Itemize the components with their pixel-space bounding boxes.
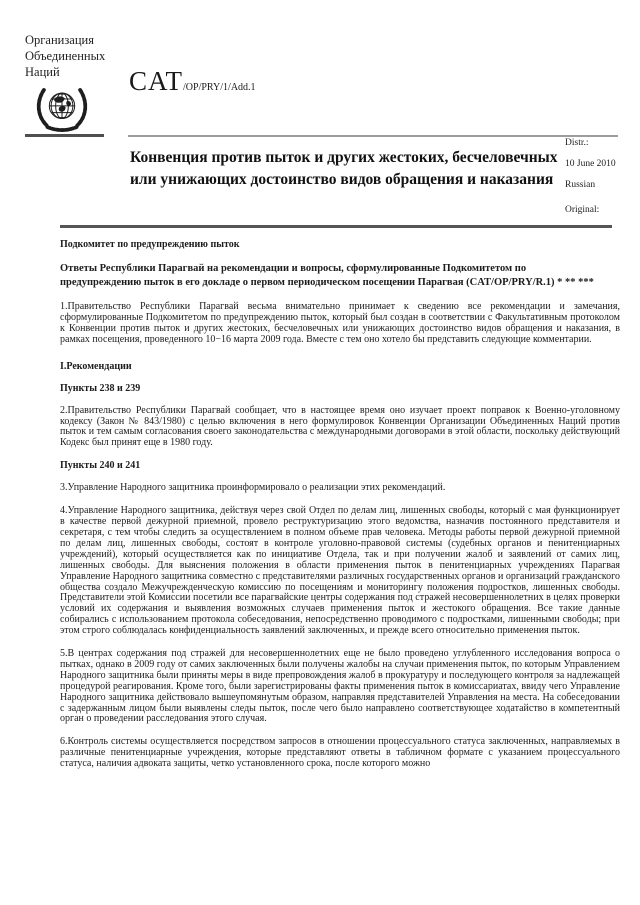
header-bottom-rule <box>60 225 612 228</box>
points-heading-238-239: Пункты 238 и 239 <box>60 382 141 394</box>
paragraph-2: 2.Правительство Республики Парагвай сообщает, что в настоящее время оно изучает проект поправок к Военно-уголовному кодексу (Закон № 843/1980) с целью включения в него формулировок Конвенции Организации Объединенных Наций против пыток и тем самым согласования своего законодательства с международными договорами в этой области, поскольку действующий Кодекс был принят еще в 1980 году. <box>60 404 620 449</box>
document-body <box>60 233 620 770</box>
distribution-date: 10 June 2010 <box>565 159 616 169</box>
paragraph-1: 1.Правительство Республики Парагвай весьма внимательно принимает к сведению все рекомендации и замечания, сформулированные Подкомитетом по предупреждению пыток, который был создан в соответствии с Факультативным протоколом к Конвенции против пыток и других жестоких, бесчеловечных или унижающих достоинство видов обращения и наказания, в рамках посещения, проведенного 10−16 марта 2009 года. Вместе с тем оно хотело бы представить следующие комментарии. <box>60 301 620 345</box>
document-title: Конвенция против пыток и других жестоких, бесчеловечных или унижающих достоинство видов обращения и наказания <box>130 149 558 188</box>
un-emblem-icon <box>33 85 91 133</box>
original-label: Original: <box>565 205 600 215</box>
section-heading-recommendations: I.Рекомендации <box>60 360 132 372</box>
paragraph-3: 3.Управление Народного защитника проинформировало о реализации этих рекомендаций. <box>60 482 446 494</box>
distr-label: Distr.: <box>565 138 589 148</box>
points-heading-240-241: Пункты 240 и 241 <box>60 460 141 472</box>
report-title: Ответы Республики Парагвай на рекомендации и вопросы, сформулированные Подкомитетом по предупреждению пыток в его докладе о первом периодическом посещении Парагвая (CAT/OP/PRY/R.1) * ** *** <box>60 263 594 288</box>
committee-heading: Подкомитет по предупреждению пыток <box>60 239 240 250</box>
org-name <box>25 32 105 80</box>
paragraph-6: 6.Контроль системы осуществляется посредством запросов в отношении процессуального статуса заключенных, направляемых в различные пенитенциарные учреждения, которые представляют ответы в табличном формате с указанием процессуального статуса, наличия адвоката защиты, четко установленного срока, после которого можно <box>60 736 620 770</box>
header-rule-left <box>25 134 104 137</box>
doc-symbol-suffix: /OP/PRY/1/Add.1 <box>183 82 256 93</box>
paragraph-5: 5.В центрах содержания под стражей для несовершеннолетних еще не было проведено углубленного исследования вопроса о пытках, однако в 2009 году от самих заключенных были получены жалобы на случаи применения пыток, по которым Управлением Народного защитника были приняты меры в виде препровождения жалоб в прокуратуру и последующего контроля за надлежащей процедурой реагирования. Кроме того, были зарегистрированы факты применения пыток в комиссариатах, ввиду чего Управление Народного защитника действовало вышеупомянутым образом, направляя представителей Управления на места. На собеседовании с задержанным лицом были выявлены следы пыток, после чего было направлено соответствующее ходатайство в компетентный орган о проведении расследования этого случая. <box>60 648 620 725</box>
org-name-line: Наций <box>25 65 60 79</box>
doc-symbol <box>129 66 256 97</box>
doc-symbol-prefix: CAT <box>129 66 184 96</box>
header-rule-right <box>128 135 618 137</box>
header-info-column <box>565 158 625 216</box>
org-name-line: Объединенных <box>25 49 106 63</box>
language-label: Russian <box>565 180 596 190</box>
org-name-line: Организация <box>25 33 94 47</box>
paragraph-4: 4.Управление Народного защитника, действуя через свой Отдел по делам лиц, лишенных свободы, который с мая функционирует в качестве первой дежурной приемной, провело реструктуризацию этого ведомства, назначив постоянного представителя и секретаря, с тем чтобы следить за осуществлением в полном объеме прав человека. Методы работы первой дежурной приемной по делам лиц, лишенных свободы, состоят в контроле уголовно-правовой системы (судебных органов и пенитенциарных учреждений), который осуществляется как по инициативе Отдела, так и при получении жалоб и заявлений от самих лиц, лишенных свободы. Для выяснения положения в области применения пыток в пенитенциарных учреждениях Парагвая Управление Народного защитника совместно с представителями различных государственных органов и организаций гражданского общества создало Межучрежденческую комиссию по посещениям и мониторингу положения подростков, лишенных свободы. Представители этой Комиссии посетили все парагвайские центры содержания под стражей несовершеннолетних в целях проверки условий их содержания и выявления возможных случаев применения пыток и жестокого обращения. Все такие данные собирались с использованием протокола собеседования, непосредственно проводимого с подростками, лишенными свободы; при этом строго соблюдалась конфиденциальность заявлений заключенных, и прежде всего относительно применения пыток. <box>60 505 620 637</box>
